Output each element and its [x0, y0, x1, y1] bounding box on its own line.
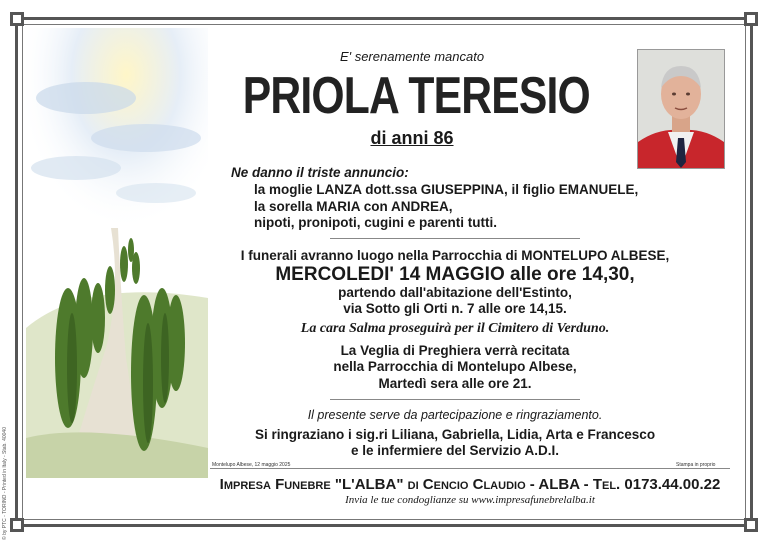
cypress-path-illustration — [26, 28, 208, 478]
vigil-line: nella Parrocchia di Montelupo Albese, — [333, 359, 577, 374]
funeral-departure: partendo dall'abitazione dell'Estinto, — [338, 285, 572, 300]
acknowledgement-text: Il presente serve da partecipazione e ringraziamento. — [307, 408, 603, 422]
intro-text: E' serenamente mancato — [339, 49, 485, 64]
frame-corner — [744, 518, 758, 532]
frame-corner — [10, 12, 24, 26]
vigil-line: Martedì sera alle ore 21. — [378, 376, 532, 391]
condolences-link[interactable]: Invia le tue condoglianze su www.impresafunebrelalba.it — [345, 494, 595, 506]
announcement-lead: Ne danno il triste annuncio: — [231, 165, 409, 180]
burial-note: La cara Salma proseguirà per il Cimitero di Verduno. — [300, 321, 610, 336]
funeral-date: MERCOLEDI' 14 MAGGIO alle ore 14,30, — [275, 264, 635, 285]
announcement-line: la moglie LANZA dott.ssa GIUSEPPINA, il figlio EMANUELE, — [254, 182, 639, 197]
announcement-line: nipoti, pronipoti, cugini e parenti tutti. — [254, 215, 497, 230]
frame-corner — [744, 12, 758, 26]
print-credit: © by PTC - TORINO - Printed in Italy - Stab. 40040 — [2, 427, 8, 540]
place-date: Montelupo Albese, 12 maggio 2025 — [212, 462, 291, 468]
announcement-line: la sorella MARIA con ANDREA, — [254, 199, 453, 214]
funeral-agency-text: Impresa Funebre "L'ALBA" di Cencio Claudio - ALBA - Tel. 0173.44.00.22 — [219, 476, 721, 493]
section-divider — [330, 238, 580, 239]
deceased-name: PRIOLA TERESIO — [242, 67, 590, 125]
deceased-age: di anni 86 — [370, 128, 454, 148]
funeral-agency — [210, 476, 730, 493]
thanks-line: e le infermiere del Servizio A.D.I. — [350, 443, 560, 458]
frame-corner — [10, 518, 24, 532]
funeral-location: I funerali avranno luogo nella Parrocchia di MONTELUPO ALBESE, — [240, 248, 670, 263]
footer-divider — [210, 468, 730, 469]
section-divider — [330, 399, 580, 400]
funeral-address: via Sotto gli Orti n. 7 alle ore 14,15. — [343, 301, 567, 316]
print-note: Stampa in proprio — [676, 462, 716, 468]
vigil-line: La Veglia di Preghiera verrà recitata — [340, 343, 570, 358]
portrait-photo — [637, 49, 725, 169]
thanks-line: Si ringraziano i sig.ri Liliana, Gabriella, Lidia, Arta e Francesco — [254, 427, 656, 442]
